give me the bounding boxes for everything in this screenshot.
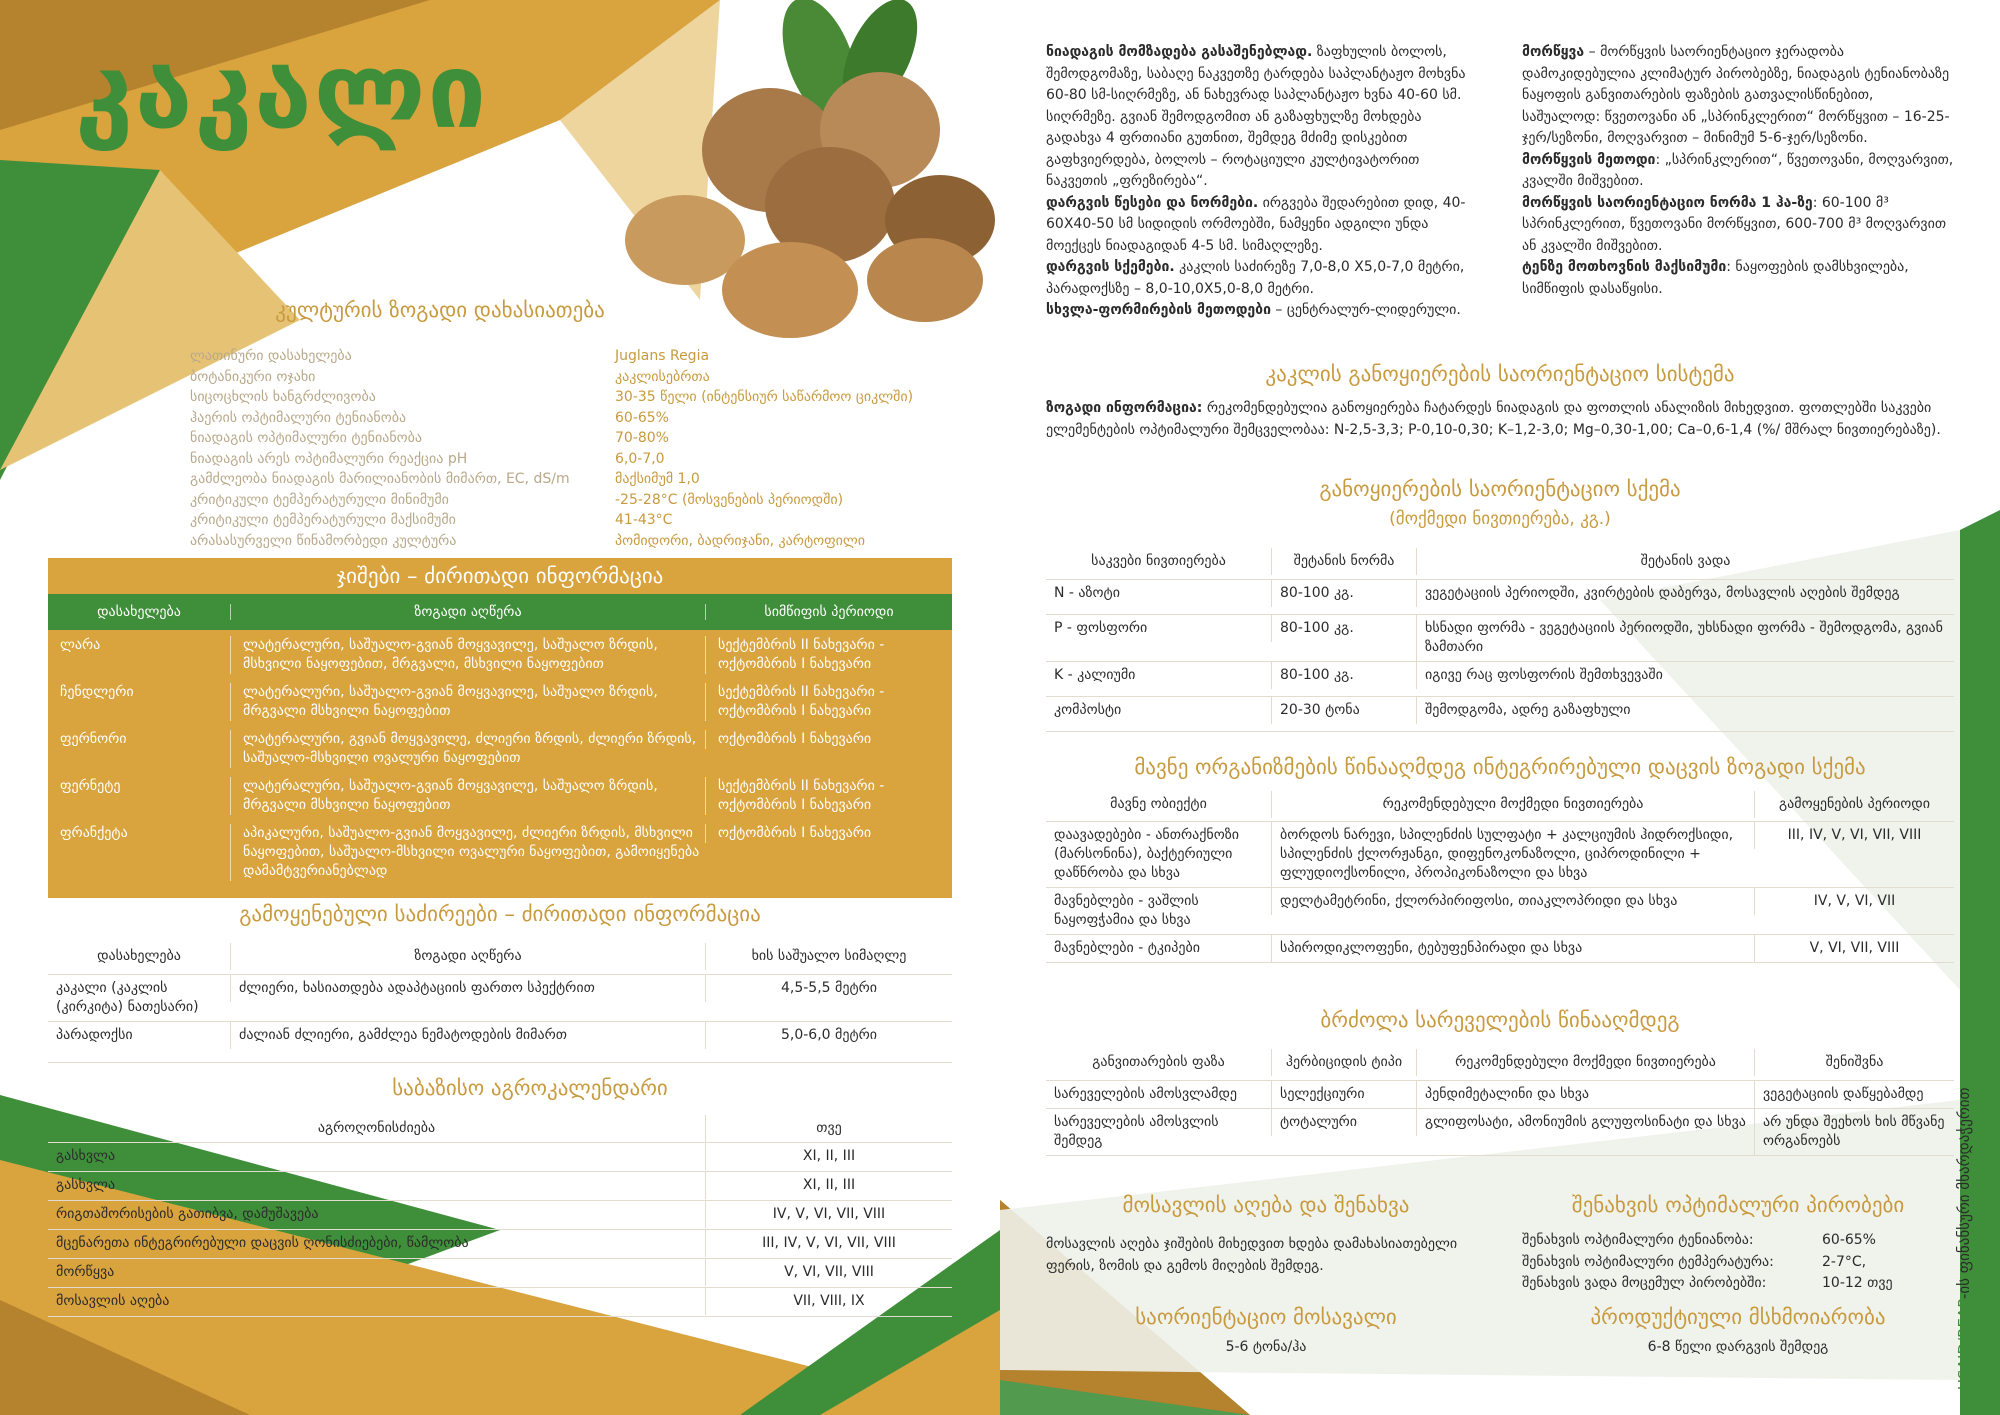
variety-period: სექტემბრის II ნახევარი - ოქტომბრის I ნახევარი (705, 636, 952, 674)
yield-title: საორიენტაციო მოსავალი (1135, 1305, 1397, 1329)
weeds-phase: სარეველების ამოსვლამდე (1054, 1086, 1238, 1102)
fertilization-nutrient: P - ფოსფორი (1054, 620, 1148, 636)
fertilization-row (1046, 615, 1954, 662)
weeds-row (1046, 1081, 1954, 1109)
culture-value: 70-80% (615, 430, 669, 447)
culture-value: -25-28°C (მოსვენების პერიოდში) (615, 491, 844, 508)
fertilization-rate: 20-30 ტონა (1271, 697, 1416, 724)
weeds-note: ვეგეტაციის დაწყებამდე (1754, 1081, 1954, 1108)
fertilization-scheme-subtitle: (მოქმედი ნივთიერება, კგ.) (1389, 509, 1611, 529)
storage-key: შენახვის ოპტიმალური ტემპერატურა: (1522, 1253, 1774, 1270)
paragraph-lead: სხვლა-ფორმირების მეთოდები (1046, 302, 1271, 318)
rootstocks-header-height: ხის საშუალო სიმაღლე (705, 943, 952, 970)
culture-key: სიცოცხლის ხანგრძლივობა (190, 389, 376, 406)
storage-row (1522, 1230, 1954, 1252)
rootstocks-header-row (48, 938, 952, 975)
pest-header-object: მავნე ობიექტი (1110, 795, 1207, 812)
storage-title: შენახვის ოპტიმალური პირობები (1571, 1193, 1905, 1217)
varieties-header-name: დასახელება (97, 604, 181, 620)
variety-name: ჩენდლერი (60, 684, 134, 700)
culture-value: 6,0-7,0 (615, 450, 665, 467)
culture-value: კაკლისებრთა (615, 368, 710, 385)
text-paragraph (1046, 42, 1476, 193)
text-paragraph (1522, 150, 1954, 193)
pest-object: დაავადებები - ანთრაქნოზი (მარსონინა), ბაქტერიული დაწნრობა და სხვა (1054, 827, 1239, 881)
weeds-type: ტოტალური (1271, 1109, 1416, 1136)
calendar-task: გასხვლა (56, 1148, 116, 1164)
paragraph-body: : 60-100 მ³ სპრინკლერით, წვეთოვანი მორწყვით, 600-700 მ³ მოღვარვით ან კვალში მიშვებით. (1522, 194, 1947, 254)
fertilization-header-timing: შეტანის ვადა (1416, 548, 1954, 575)
culture-key: ნიადაგის არეს ოპტიმალური რეაქცია pH (190, 450, 468, 467)
variety-desc: ლატერალური, საშუალო-გვიან მოყვავილე, საშუალო ზრდის, მსხვილი ნაყოფებით, მრგვალი, მსხვილი ნაყოფებით (230, 636, 705, 674)
fertilization-table (1046, 543, 1954, 732)
calendar-table (48, 1114, 952, 1317)
culture-key: ლათინური დასახელება (190, 348, 352, 365)
soil-planting-text (1046, 42, 1476, 322)
culture-key: ნიადაგის ოპტიმალური ტენიანობა (190, 430, 422, 447)
storage-row (1522, 1252, 1954, 1274)
culture-value: 60-65% (615, 409, 669, 426)
variety-period: ოქტომბრის I ნახევარი (705, 824, 952, 843)
fertilization-row (1046, 580, 1954, 615)
calendar-row (48, 1259, 952, 1288)
pest-period: III, IV, V, VI, VII, VIII (1754, 822, 1954, 849)
pest-header-substance: რეკომენდებული მოქმედი ნივთიერება (1271, 791, 1754, 818)
culture-row (190, 469, 980, 490)
variety-row (48, 771, 952, 818)
culture-row (190, 408, 980, 429)
paragraph-lead: ნიადაგის მომზადება გასაშენებლად. (1046, 44, 1313, 60)
culture-value: პომიდორი, ბადრიჯანი, კარტოფილი (615, 532, 866, 549)
weeds-row (1046, 1109, 1954, 1156)
rootstocks-header-desc: ზოგადი აღწერა (230, 943, 705, 970)
variety-name: ფრანქეტა (60, 825, 128, 841)
culture-value: 41-43°C (615, 512, 673, 529)
pest-object: მავნებლები - ვაშლის ნაყოფჭამია და სხვა (1054, 893, 1199, 928)
fertilization-header-nutrient: საკვები ნივთიერება (1091, 552, 1226, 569)
calendar-row (48, 1288, 952, 1317)
fertilization-nutrient: K - კალიუმი (1054, 667, 1136, 683)
storage-value: 2-7°C, (1822, 1253, 1867, 1270)
calendar-task: რიგთაშორისების გათიბვა, დამუშავება (56, 1206, 319, 1222)
paragraph-lead: დარგვის სქემები. (1046, 259, 1175, 275)
rootstock-name: კაკალი (კაკლის (კირკიტა) ნათესარი) (56, 980, 199, 1015)
weeds-header-phase: განვითარების ფაზა (1092, 1053, 1225, 1070)
culture-row (190, 428, 980, 449)
culture-row (190, 449, 980, 470)
pest-substance: დელტამეტრინი, ქლორპირიფოსი, თიაკლოპრიდი და სხვა (1271, 888, 1754, 915)
variety-desc: ლატერალური, საშუალო-გვიან მოყვავილე, საშუალო ზრდის, მრგვალი მსხვილი ნაყოფებით (230, 777, 705, 815)
calendar-row (48, 1172, 952, 1201)
culture-key: კრიტიკული ტემპერატურული მაქსიმუმი (190, 512, 456, 529)
credit-org: USAID/REAP (1955, 1299, 1973, 1390)
fertilization-title: კაკლის განოყიერების საორიენტაციო სისტემა (1265, 362, 1735, 386)
paragraph-body: ირგვება შედარებით დიდ, 40-60X40-50 სმ სიდიდის ორმოებში, ნამყენი ადგილი უნდა მოექცეს ნიადაგიდან 4-5 სმ. სიმაღლეზე. (1046, 194, 1466, 254)
weeds-substance: პენდიმეტალინი და სხვა (1416, 1081, 1754, 1108)
variety-name: ლარა (60, 637, 101, 653)
culture-key: გამძლეობა ნიადაგის მარილიანობის მიმართ, EC, dS/m (190, 471, 570, 488)
fertilization-row (1046, 697, 1954, 732)
varieties-header-row (48, 594, 952, 630)
calendar-task: მორწყვა (56, 1264, 115, 1280)
calendar-month: XI, II, III (705, 1143, 952, 1170)
culture-key: კრიტიკული ტემპერატურული მინიმუმი (190, 491, 449, 508)
paragraph-body: ზაფხულის ბოლოს, შემოდგომაზე, საბაღე ნაკვეთზე ტარდება საპლანტაჟო მოხვნა 60-80 სმ-სიღრმეზე, ან ნახევრად საპლანტაჟო ხვნა 40-60 სმ. სიღრმეზე. გვიან შემოდგომით ან გაზაფხულზე მოხდება გადახვა 4 ფრთიანი გუთნით, შემდეგ მძიმე დისკებით გაფხვიერდება, ბოლოს – როტაციული კულტივატორით ნაკვეთის „ფრეზირება“. (1046, 44, 1466, 189)
paragraph-lead: დარგვის წესები და ნორმები. (1046, 194, 1259, 211)
variety-desc: ლატერალური, საშუალო-გვიან მოყვავილე, საშუალო ზრდის, მრგვალი მსხვილი ნაყოფებით (230, 683, 705, 721)
varieties-title: ჯიშები – ძირითადი ინფორმაცია (336, 564, 664, 588)
fertilization-info-text: რეკომენდებულია განოყიერება ჩატარდეს ნიადაგის და ფოთლის ანალიზის მიხედვით. ფოთლებში საკვები ელემენტების ოპტიმალური შემცველობაა: N-2,5-3,3; P-0,10-0,30; K–1,2-3,0; Mg–0,30-1,00; Ca–0,6-1,4 (%/ მშრალ ნივთიერებაზე). (1046, 400, 1941, 438)
text-paragraph (1522, 193, 1954, 258)
culture-key: არასასურველი წინამორბედი კულტურა (190, 532, 457, 549)
weeds-table (1046, 1044, 1954, 1156)
calendar-task: მოსავლის აღება (56, 1293, 170, 1309)
irrigation-text (1522, 42, 1954, 300)
fertilization-header-row (1046, 543, 1954, 580)
variety-period: სექტემბრის II ნახევარი - ოქტომბრის I ნახევარი (705, 777, 952, 815)
variety-row (48, 818, 952, 881)
paragraph-lead: მორწყვის მეთოდი (1522, 151, 1656, 168)
rootstocks-title: გამოყენებული საძირეები – ძირითადი ინფორმაცია (239, 902, 761, 926)
rootstock-desc: ძლიერი, ხასიათდება ადაპტაციის ფართო სპექტრით (230, 975, 705, 1002)
calendar-header-task: აგროღონისძიება (317, 1119, 436, 1136)
storage-value: 60-65% (1822, 1232, 1876, 1248)
text-paragraph (1046, 193, 1476, 258)
weeds-title: ბრძოლა სარეველების წინააღმდეგ (1320, 1008, 1680, 1032)
fertilization-body (1046, 580, 1954, 732)
culture-value: მაქსიმუმ 1,0 (615, 471, 700, 488)
variety-period: ოქტომბრის I ნახევარი (705, 730, 952, 749)
rootstock-row (48, 1022, 952, 1063)
fertilization-rate: 80-100 კგ. (1271, 580, 1416, 607)
fertilization-info-label: ზოგადი ინფორმაცია: (1046, 400, 1203, 416)
text-paragraph (1522, 42, 1954, 150)
calendar-header-row (48, 1114, 952, 1143)
pest-body (1046, 822, 1954, 963)
variety-row (48, 724, 952, 771)
variety-name: ფერნორი (60, 731, 127, 747)
culture-row (190, 531, 980, 552)
text-paragraph (1522, 257, 1954, 300)
fertilization-timing: იგივე რაც ფოსფორის შემთხვევაში (1416, 662, 1954, 689)
varieties-table (48, 558, 952, 898)
paragraph-lead: მორწყვა (1522, 44, 1585, 60)
storage-key: შენახვის ოპტიმალური ტენიანობა: (1522, 1232, 1754, 1248)
fertilization-header-rate: შეტანის ნორმა (1271, 548, 1416, 575)
text-paragraph (1046, 300, 1476, 322)
funding-credit (1955, 1087, 1973, 1390)
varieties-header-period: სიმწიფის პერიოდი (705, 604, 952, 620)
culture-characteristics (190, 346, 980, 551)
pest-substance: სპიროდიკლოფენი, ტებუფენპირადი და სხვა (1271, 935, 1754, 962)
calendar-month: XI, II, III (705, 1172, 952, 1199)
fertilization-rate: 80-100 კგ. (1271, 662, 1416, 689)
culture-row (190, 387, 980, 408)
pest-title: მავნე ორგანიზმების წინააღმდეგ ინტეგრირებული დაცვის ზოგადი სქემა (1134, 755, 1866, 779)
calendar-month: III, IV, V, VI, VII, VIII (705, 1230, 952, 1257)
culture-row (190, 490, 980, 511)
culture-row (190, 367, 980, 388)
fertilization-nutrient: კომპოსტი (1054, 702, 1122, 718)
calendar-month: VII, VIII, IX (705, 1288, 952, 1315)
culture-value: 30-35 წელი (ინტენსიურ საწარმოო ციკლში) (615, 389, 914, 406)
rootstocks-header-name: დასახელება (97, 947, 181, 964)
storage-conditions (1522, 1230, 1954, 1295)
pest-header-row (1046, 787, 1954, 822)
rootstocks-table (48, 938, 952, 1063)
rootstock-name: პარადოქსი (56, 1027, 133, 1043)
pest-substance: ბორდოს ნარევი, სპილენძის სულფატი + კალციუმის ჰიდროქსიდი, სპილენძის ქლორჟანგი, დიფენოკონაზოლი, ციპროდინილი + ფლუდიოქსონილი, პროპიკონაზოლი და სხვა (1271, 822, 1754, 887)
fertilization-rate: 80-100 კგ. (1271, 615, 1416, 642)
weeds-phase: სარეველების ამოსვლის შემდეგ (1054, 1114, 1219, 1149)
fertilization-scheme-title: განოყიერების საორიენტაციო სქემა (1319, 477, 1681, 501)
page-title: კაკალი (75, 30, 489, 152)
fertilization-row (1046, 662, 1954, 697)
variety-row (48, 677, 952, 724)
productivity-value: 6-8 წელი დარგვის შემდეგ (1647, 1339, 1829, 1355)
pest-row (1046, 822, 1954, 888)
weeds-header-row (1046, 1044, 1954, 1081)
culture-key: ბოტანიკური ოჯახი (190, 368, 316, 385)
calendar-row (48, 1143, 952, 1172)
calendar-title: საბაზისო აგროკალენდარი (392, 1076, 668, 1100)
weeds-header-type: ჰერბიციდის ტიპი (1271, 1049, 1416, 1076)
calendar-header-month: თვე (705, 1115, 952, 1142)
weeds-body (1046, 1081, 1954, 1156)
pest-header-period: გამოყენების პერიოდი (1754, 791, 1954, 818)
weeds-note: არ უნდა შეეხოს ხის მწვანე ორგანოებს (1754, 1109, 1954, 1155)
pest-period: V, VI, VII, VIII (1754, 935, 1954, 962)
walnut-image (590, 0, 1010, 355)
pest-table (1046, 787, 1954, 963)
weeds-header-note: შენიშვნა (1754, 1049, 1954, 1076)
varieties-body (48, 630, 952, 881)
calendar-task: გასხვლა (56, 1177, 116, 1193)
paragraph-body: კაკლის საძირეზე 7,0-8,0 X5,0-7,0 მეტრი, პარადოქსზე – 8,0-10,0X5,0-8,0 მეტრი. (1046, 259, 1465, 297)
culture-row (190, 346, 980, 367)
variety-row (48, 630, 952, 677)
culture-value: Juglans Regia (615, 348, 710, 365)
paragraph-lead: მორწყვის საორიენტაციო ნორმა 1 ჰა-ზე (1522, 194, 1813, 211)
variety-period: სექტემბრის II ნახევარი - ოქტომბრის I ნახევარი (705, 683, 952, 721)
calendar-row (48, 1230, 952, 1259)
storage-key: შენახვის ვადა მოცემულ პირობებში: (1522, 1275, 1767, 1291)
storage-row (1522, 1273, 1954, 1295)
rootstock-height: 5,0-6,0 მეტრი (705, 1022, 952, 1049)
calendar-body (48, 1143, 952, 1317)
weeds-substance: გლიფოსატი, ამონიუმის გლუფოსინატი და სხვა (1416, 1109, 1754, 1136)
calendar-task: მცენარეთა ინტეგრირებული დაცვის ღონისძიებები, წამლობა (56, 1235, 469, 1251)
calendar-month: IV, V, VI, VII, VIII (705, 1201, 952, 1228)
yield-value: 5-6 ტონა/ჰა (1225, 1339, 1307, 1355)
variety-name: ფერნეტე (60, 778, 121, 794)
rootstock-desc: ძალიან ძლიერი, გამძლეა ნემატოდების მიმართ (230, 1022, 705, 1049)
rootstocks-body (48, 975, 952, 1063)
credit-text: -ის ფინანსური მხარდაჭერით (1955, 1087, 1973, 1300)
paragraph-body: : „სპრინკლერით“, წვეთოვანი, მოღვარვით, კვალში მიშვებით. (1522, 151, 1954, 189)
variety-desc: აპიკალური, საშუალო-გვიან მოყვავილე, ძლიერი ზრდის, მსხვილი ნაყოფებით, საშუალო-მსხვილი ოვალური ნაყოფებით, გამოიყენება დამამტვერიანებლად (230, 824, 705, 881)
fertilization-timing: შემოდგომა, ადრე გაზაფხული (1416, 697, 1954, 724)
calendar-row (48, 1201, 952, 1230)
culture-heading: კულტურის ზოგადი დახასიათება (275, 298, 605, 322)
weeds-type: სელექციური (1271, 1081, 1416, 1108)
variety-desc: ლატერალური, გვიან მოყვავილე, ძლიერი ზრდის, ძლიერი ზრდის, საშუალო-მსხვილი ოვალური ნაყოფებით (230, 730, 705, 768)
pest-object: მავნებლები - ტკიპები (1054, 940, 1200, 956)
fertilization-info (1046, 398, 1954, 441)
culture-row (190, 510, 980, 531)
fertilization-timing: ხსნადი ფორმა - ვეგეტაციის პერიოდში, უხსნადი ფორმა - შემოდგომა, გვიან ზამთარი (1416, 615, 1954, 661)
paragraph-lead: ტენზე მოთხოვნის მაქსიმუმი (1522, 259, 1727, 275)
harvest-title: მოსავლის აღება და შენახვა (1122, 1193, 1410, 1217)
storage-value: 10-12 თვე (1822, 1275, 1893, 1291)
productivity-title: პროდუქტიული მსხმოიარობა (1590, 1305, 1886, 1329)
text-paragraph (1046, 257, 1476, 300)
pest-row (1046, 935, 1954, 963)
pest-period: IV, V, VI, VII (1754, 888, 1954, 915)
paragraph-body: : ნაყოფების დამსხვილება, სიმწიფის დასაწყისი. (1522, 259, 1909, 297)
varieties-header-desc: ზოგადი აღწერა (230, 604, 705, 620)
fertilization-timing: ვეგეტაციის პერიოდში, კვირტების დაბერვა, მოსავლის აღების შემდეგ (1416, 580, 1954, 607)
pest-row (1046, 888, 1954, 935)
paragraph-body: – მორწყვის საორიენტაციო ჯერადობა დამოკიდებულია კლიმატურ პირობებზე, ნიადაგის ტენიანობაზე ნაყოფის განვითარების ფაზების გათვალისწინებით, საშუალოდ: წვეთოვანი ან „სპრინკლერით“ მორწყვით – 16-25-ჯერ/სეზონი, მოღვარვით – მინიმუმ 5-6-ჯერ/სეზონი. (1522, 44, 1950, 146)
fertilization-nutrient: N - აზოტი (1054, 585, 1120, 601)
weeds-header-substance: რეკომენდებული მოქმედი ნივთიერება (1416, 1049, 1754, 1076)
rootstock-row (48, 975, 952, 1022)
calendar-month: V, VI, VII, VIII (705, 1259, 952, 1286)
harvest-text: მოსავლის აღება ჯიშების მიხედვით ხდება დამახასიათებელი ფერის, ზომის და გემოს მიღების შემდეგ. (1046, 1236, 1458, 1274)
paragraph-body: – ცენტრალურ-ლიდერული. (1270, 302, 1461, 318)
rootstock-height: 4,5-5,5 მეტრი (705, 975, 952, 1002)
culture-key: ჰაერის ოპტიმალური ტენიანობა (190, 409, 407, 426)
